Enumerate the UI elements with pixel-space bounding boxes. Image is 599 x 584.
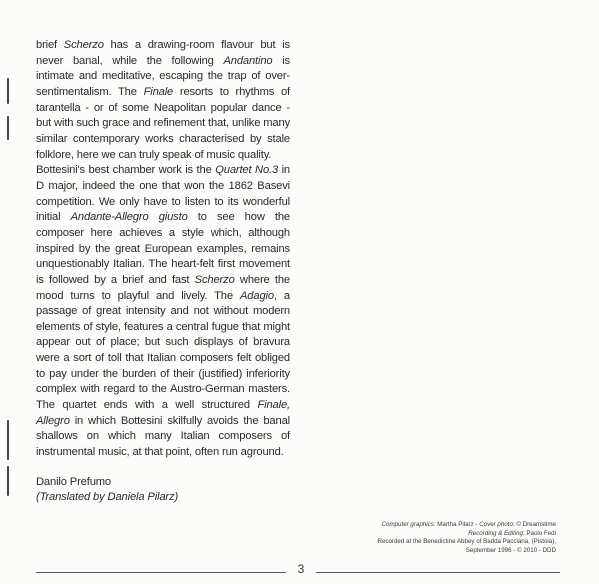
italic-term: Quartet No.3 (215, 164, 279, 177)
credit-line: Recording & Editing: Paolo Fedi (468, 529, 556, 537)
author-name: Danilo Prefumo (36, 475, 112, 488)
footer-rule-left (36, 572, 286, 573)
margin-mark (7, 116, 9, 140)
margin-mark (7, 420, 9, 460)
italic-term: Finale, Allegro (36, 399, 290, 427)
credit-line: Computer graphics: Martha Pilarz - Cover photo: © Dreamstime (381, 521, 556, 528)
italic-term: Scherzo (194, 273, 235, 286)
essay-paragraph: brief Scherzo has a drawing-room flavour but is never banal, while the following Andantino is intimate and meditative, escaping the trap of over-sentimentalism. The Finale resorts to rhythms of tarantella - or of some Neapolitan popular dance - but with such grace and refinement that, unlike many similar contemporary works characterised by stale folklore, here we can truly speak of music quality. (36, 39, 291, 161)
page-number: 3 (297, 562, 305, 576)
italic-term: Adagio (240, 289, 274, 302)
essay-paragraph: Bottesini's best chamber work is the Quartet No.3 in D major, indeed the one that won the 1862 Basevi competition. We only have to listen to its wonderful initial Andante-Allegro giusto to see how the composer here achieves a style which, although inspired by the great European examples, remains unquestionably Italian. The heart-felt first movement is followed by a brief and fast Scherzo where the mood turns to playful and lively. The Adagio, a passage of great intensity and not without modern elements of style, features a central fugue that might appear out of place; but such displays of bravura were a sort of toll that Italian composers felt obliged to pay under the burden of their (justified) inferiority complex with regard to the Austro-German masters. The quartet ends with a well structured Finale, Allegro in which Bottesini skilfully avoids the banal shallows on which many Italian composers of instrumental music, at that point, often run aground. (36, 164, 291, 459)
credit-line: Recorded at the Benedictine Abbey of Badda Pacciana, (Pistoia), (377, 538, 556, 546)
italic-term: Scherzo (63, 39, 104, 51)
italic-term: Recording & Editing (468, 529, 523, 537)
margin-mark (7, 78, 9, 104)
essay-text-column (36, 38, 290, 506)
translator-credit: (Translated by Daniela Pilarz) (36, 491, 179, 504)
italic-term: Andante-Allegro giusto (70, 211, 188, 224)
italic-term: Finale (143, 85, 174, 98)
margin-mark (7, 466, 9, 496)
credit-line: September 1996 - © 2010 - DDD (465, 546, 556, 554)
footer-rule-right (316, 572, 560, 573)
italic-term: Cover photo (479, 521, 513, 528)
italic-term: Andantino (223, 54, 273, 67)
production-credits (323, 521, 556, 555)
author-signature (36, 475, 290, 506)
italic-term: Computer graphics (381, 521, 434, 528)
